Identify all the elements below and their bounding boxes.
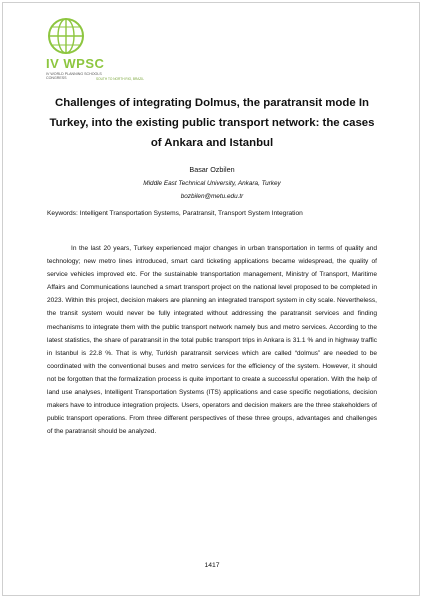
logo-tagline-text: SOUTH TO NORTH: [96, 77, 125, 81]
author-affiliation: Middle East Technical University, Ankara, Turkey: [143, 180, 281, 187]
logo-sub-text: IV WORLD PLANNING SCHOOLS CONGRESS: [46, 72, 102, 81]
paper-title: Challenges of integrating Dolmus, the paratransit mode In Turkey, into the existing public transport network: the cases of Ankara and Istanbul: [49, 97, 375, 149]
globe-logo-icon: [46, 16, 86, 56]
author-name: Basar Ozbilen: [189, 165, 235, 174]
congress-logo: [46, 16, 156, 86]
author-email: bozbilen@metu.edu.tr: [180, 193, 244, 200]
keywords-line: Keywords: Intelligent Transportation Systems, Paratransit, Transport System Integration: [47, 210, 303, 217]
logo-tagline-extra: RIO, BRAZIL: [125, 77, 145, 81]
logo-main-text: IV WPSC: [46, 56, 105, 71]
page-number: 1417: [204, 562, 220, 569]
abstract-paragraph: In the last 20 years, Turkey experienced major changes in urban transportation in terms of quality and technology; new metro lines introduced, smart card ticketing applications became widespread, the quality of service vehicles improved etc. For the sustainable transportation management, Ministry of Transport, Maritime Affairs and Communications launched a smart transport project on the national level proposed to be completed in 2023. Within this project, decision makers are planning an integrated transport system in city scale. Nevertheless, the transit system would never be fully integrated without addressing the paratransit services and finding mechanisms to integrate them with the public transport network namely bus and metro services. According to the latest statistics, the share of paratransit in the total public transport trips in Ankara is 31.1 % and in highway traffic in Istanbul is 22.8 %. That is why, Turkish paratransit services which are called “dolmus” are needed to be coordinated with the conventional buses and metro services for the efficiency of the system. However, it should not be forgotten that the formalization process is quite important to create a successful operation. With the help of land use analyses, Intelligent Transportation Systems (ITS) applications and case specific negotiations, decision makers have to introduce integration projects. Users, operators and decision makers are the three stakeholders of public transport operations. From three different perspectives of these three groups, advantages and challenges of the paratransit should be analyzed.: [47, 245, 377, 436]
logo-tagline: [96, 77, 144, 81]
